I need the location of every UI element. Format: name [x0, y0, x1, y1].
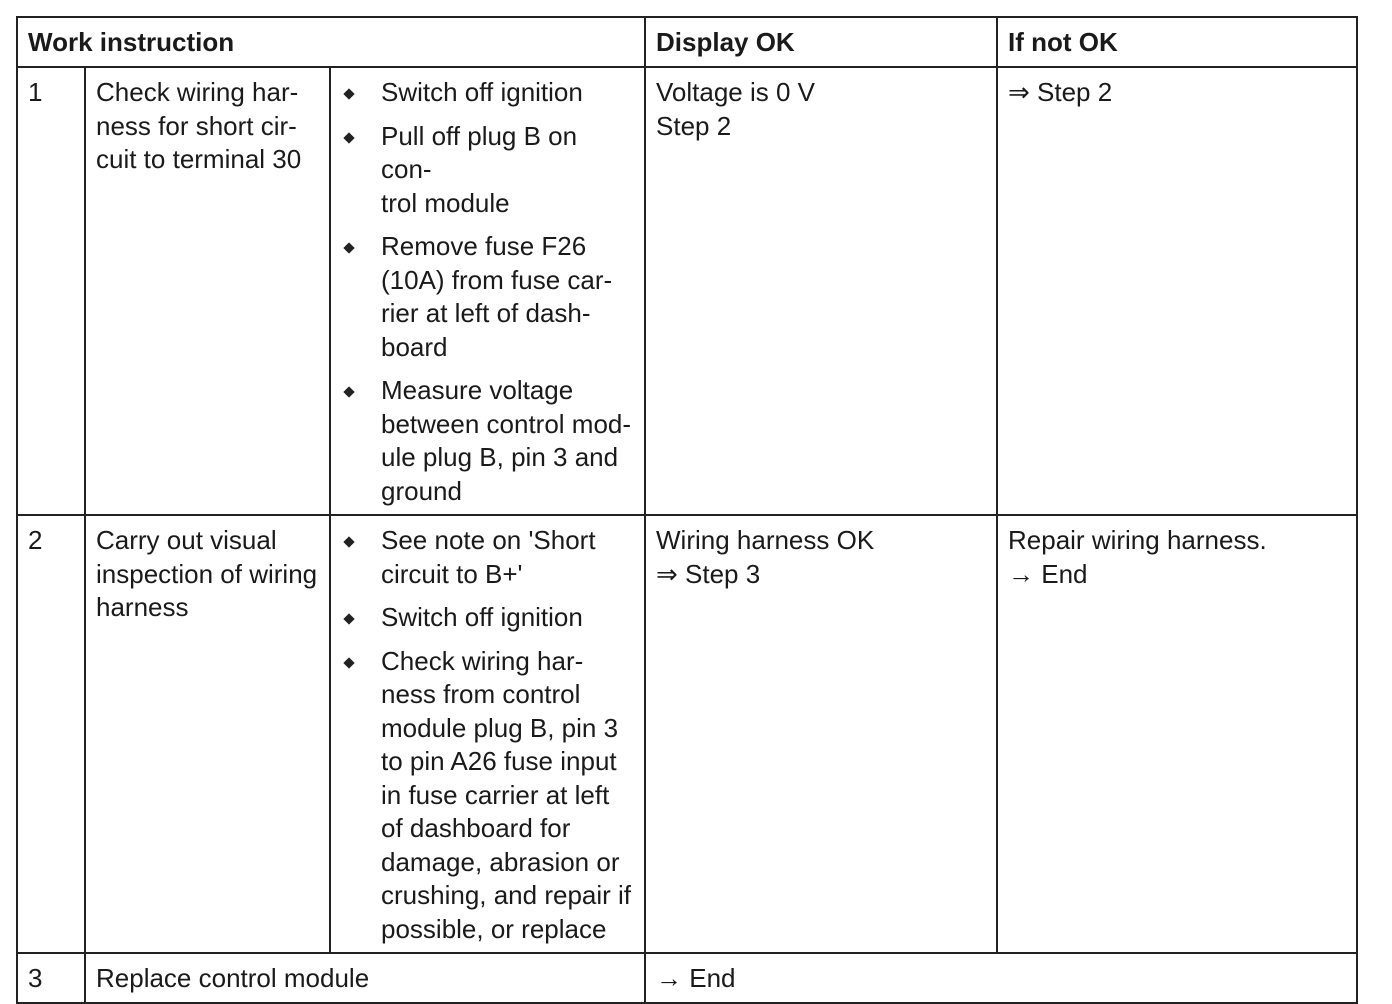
work-instruction-table [16, 16, 1358, 1004]
display-ok-cell: Voltage is 0 V Step 2 [645, 67, 997, 515]
diamond-bullet-icon [343, 657, 354, 668]
instruction-list-cell [330, 67, 645, 515]
diamond-bullet-icon [343, 536, 354, 547]
instruction-text: Measure voltage between control mod- ule plug B, pin 3 and ground [381, 375, 632, 506]
list-item [341, 120, 634, 221]
work-instruction-table-container [16, 16, 1358, 1004]
diamond-bullet-icon [343, 132, 354, 143]
instruction-text: Remove fuse F26 (10A) from fuse car- rier at left of dash- board [381, 231, 613, 362]
instruction-list-cell [330, 515, 645, 953]
instruction-text: Switch off ignition [381, 602, 583, 632]
diamond-bullet-icon [343, 386, 354, 397]
step-number: 2 [17, 515, 85, 953]
header-display-ok: Display OK [645, 17, 997, 67]
list-item [341, 76, 634, 110]
list-item [341, 230, 634, 364]
if-not-ok-cell: ⇒ Step 2 [997, 67, 1357, 515]
task-description: Replace control module [85, 953, 645, 1003]
instruction-list [341, 524, 634, 946]
display-ok-cell: → End [645, 953, 1357, 1003]
header-row [17, 17, 1357, 67]
instruction-text: See note on 'Short circuit to B+' [381, 525, 596, 589]
list-item [341, 374, 634, 508]
table-row [17, 515, 1357, 953]
list-item [341, 524, 634, 591]
if-not-ok-cell: Repair wiring harness. → End [997, 515, 1357, 953]
instruction-list [341, 76, 634, 508]
display-ok-cell: Wiring harness OK ⇒ Step 3 [645, 515, 997, 953]
task-description: Check wiring har- ness for short cir- cuit to terminal 30 [85, 67, 330, 515]
header-if-not-ok: If not OK [997, 17, 1357, 67]
instruction-text: Pull off plug B on con- trol module [381, 120, 578, 218]
instruction-text: Switch off ignition [381, 77, 583, 107]
list-item [341, 645, 634, 947]
diamond-bullet-icon [343, 88, 354, 99]
task-description: Carry out visual inspection of wiring harness [85, 515, 330, 953]
diamond-bullet-icon [343, 242, 354, 253]
table-row [17, 67, 1357, 515]
diamond-bullet-icon [343, 613, 354, 624]
table-row [17, 953, 1357, 1003]
header-work-instruction: Work instruction [17, 17, 645, 67]
list-item [341, 601, 634, 635]
instruction-text: Check wiring har- ness from control module plug B, pin 3 to pin A26 fuse input in fuse carrier at left of dashboard for damage, abrasion or crushing, and repair if possible, or replace [381, 645, 632, 944]
step-number: 1 [17, 67, 85, 515]
step-number: 3 [17, 953, 85, 1003]
